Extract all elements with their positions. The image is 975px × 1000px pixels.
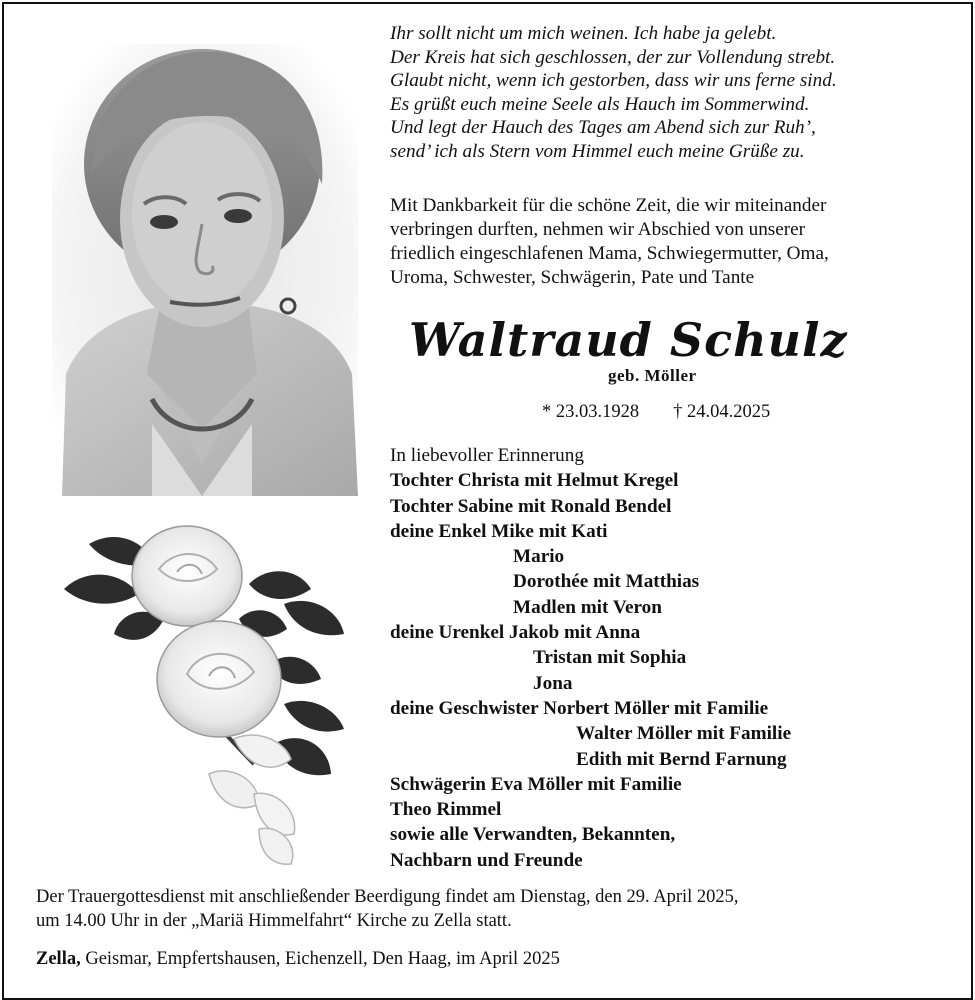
- place-and-date: [36, 949, 560, 970]
- death-date: † 24.04.2025: [673, 402, 771, 422]
- service-notice: [36, 885, 956, 933]
- place-town: Zella,: [36, 949, 81, 969]
- intro-line: Uroma, Schwester, Schwägerin, Pate und Tante: [390, 267, 755, 288]
- family-line: Tochter Christa mit Helmut Kregel: [390, 470, 679, 492]
- portrait-photo: [52, 44, 358, 496]
- family-line: Mario: [513, 546, 565, 568]
- family-line: Madlen mit Veron: [513, 596, 662, 618]
- family-line: Tochter Sabine mit Ronald Bendel: [390, 495, 672, 517]
- family-line: deine Geschwister Norbert Möller mit Familie: [390, 697, 769, 719]
- intro-line: friedlich eingeschlafenen Mama, Schwiegermutter, Oma,: [390, 243, 829, 264]
- family-line: deine Urenkel Jakob mit Anna: [390, 622, 641, 644]
- poem-line: send’ ich als Stern vom Himmel euch meine Grüße zu.: [390, 140, 805, 162]
- poem-line: Glaubt nicht, wenn ich gestorben, dass wir uns ferne sind.: [390, 70, 837, 92]
- poem-line: Und legt der Hauch des Tages am Abend sich zur Ruh’,: [390, 117, 816, 139]
- poem: [390, 22, 950, 164]
- family-list: [390, 443, 950, 873]
- family-line: Tristan mit Sophia: [533, 647, 687, 669]
- poem-line: Es grüßt euch meine Seele als Hauch im Sommerwind.: [390, 93, 810, 115]
- service-line: um 14.00 Uhr in der „Mariä Himmelfahrt“ Kirche zu Zella statt.: [36, 911, 512, 931]
- intro-text: [390, 194, 950, 290]
- family-line: deine Enkel Mike mit Kati: [390, 520, 608, 542]
- family-line: Jona: [533, 672, 573, 694]
- family-line: sowie alle Verwandten, Bekannten,: [390, 824, 676, 846]
- family-line: Edith mit Bernd Farnung: [576, 748, 787, 770]
- life-dates: [542, 402, 770, 423]
- poem-line: Der Kreis hat sich geschlossen, der zur Vollendung strebt.: [390, 46, 836, 68]
- deceased-name: Waltraud Schulz: [409, 313, 848, 367]
- birth-date: * 23.03.1928: [542, 402, 640, 422]
- family-line: Nachbarn und Freunde: [390, 849, 583, 871]
- family-line: Theo Rimmel: [390, 799, 502, 821]
- family-line: Schwägerin Eva Möller mit Familie: [390, 773, 682, 795]
- family-heading: In liebevoller Erinnerung: [390, 445, 584, 466]
- intro-line: Mit Dankbarkeit für die schöne Zeit, die wir miteinander: [390, 195, 827, 216]
- intro-line: verbringen durften, nehmen wir Abschied von unserer: [390, 219, 806, 240]
- service-line: Der Trauergottesdienst mit anschließender Beerdigung findet am Dienstag, den 29. April 2025,: [36, 887, 739, 907]
- poem-line: Ihr sollt nicht um mich weinen. Ich habe ja gelebt.: [390, 23, 777, 44]
- family-line: Dorothée mit Matthias: [513, 571, 700, 593]
- obituary-card: [2, 2, 973, 1000]
- place-rest: Geismar, Empfertshausen, Eichenzell, Den Haag, im April 2025: [80, 949, 560, 969]
- family-line: Walter Möller mit Familie: [576, 723, 792, 745]
- white-roses-illustration: [59, 524, 354, 869]
- birth-name: geb. Möller: [608, 366, 697, 385]
